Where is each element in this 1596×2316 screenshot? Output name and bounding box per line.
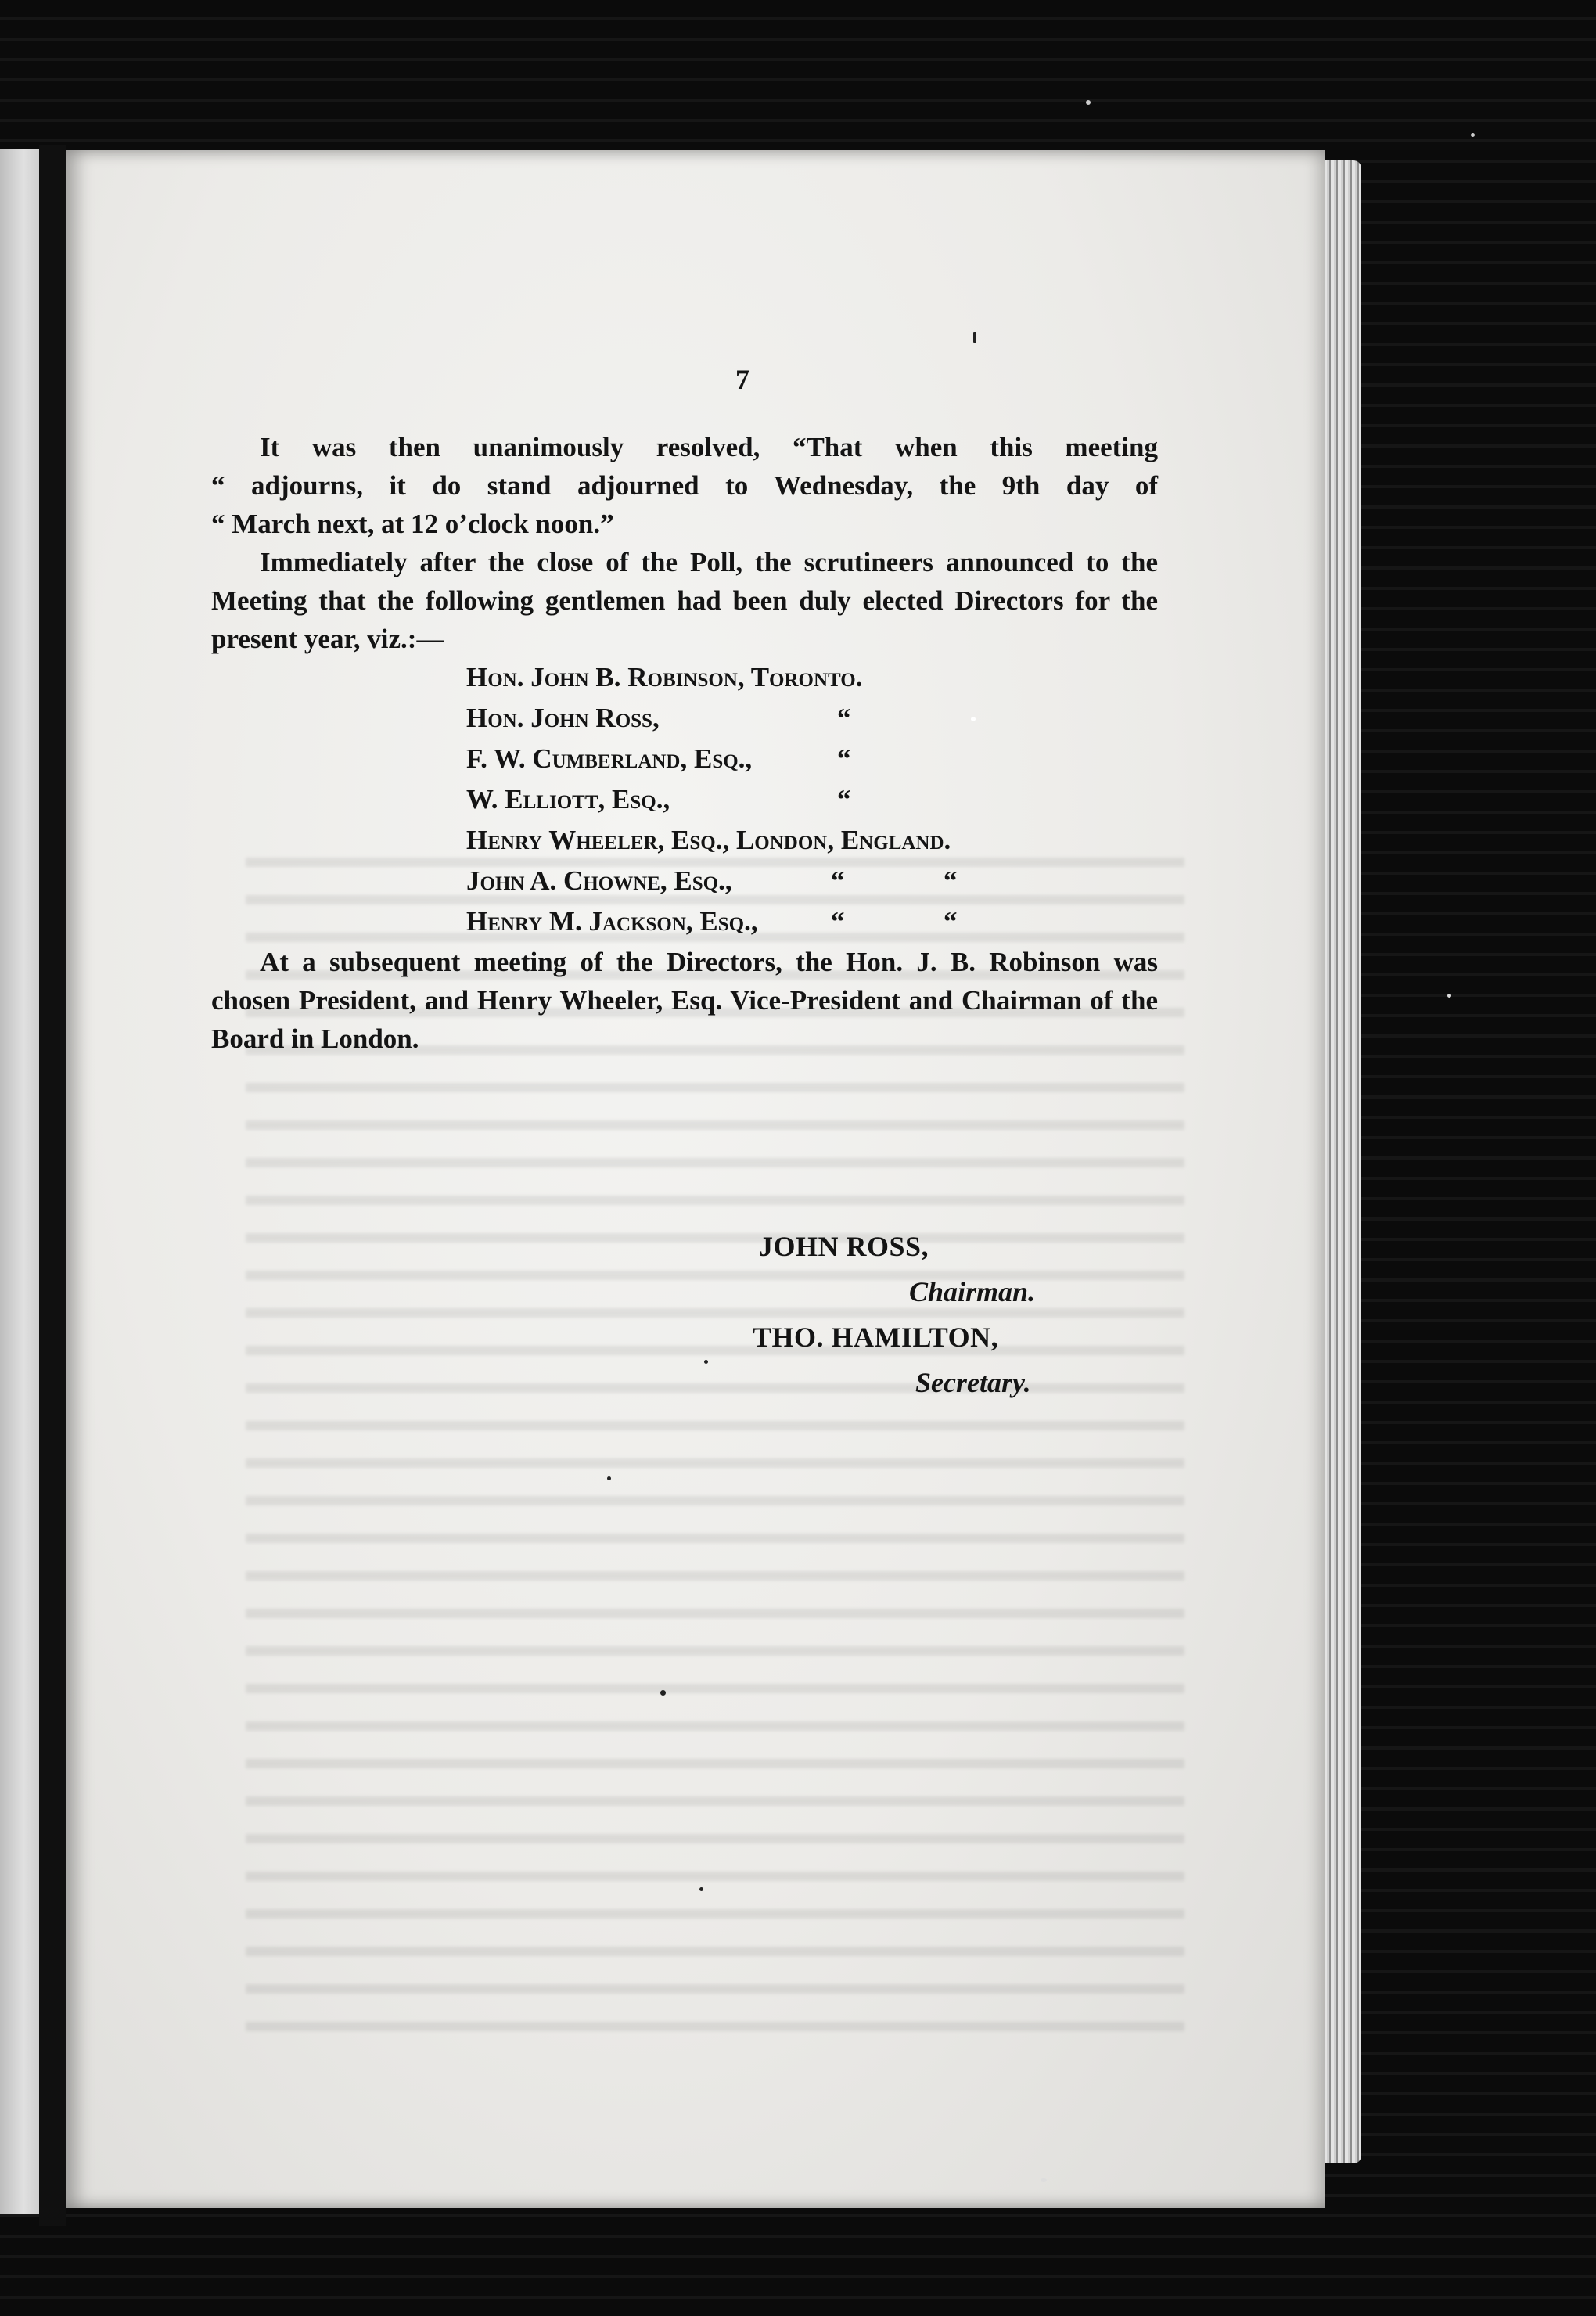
director-row [211, 658, 1158, 699]
director-name: W. Elliott, Esq., [466, 784, 670, 815]
director-name: Henry Wheeler, Esq., London, England. [466, 825, 951, 855]
body-text [211, 428, 1158, 1058]
page-content [66, 150, 1325, 2208]
dust-speck [1086, 100, 1091, 105]
resolution-line-3: “ March next, at 12 o’clock noon.” [211, 509, 614, 539]
dust-speck [971, 717, 976, 721]
director-name: Henry M. Jackson, Esq., [466, 906, 758, 937]
ditto-mark: “ [837, 743, 851, 774]
page-number: 7 [735, 364, 749, 395]
director-row [211, 861, 1158, 902]
director-row [211, 821, 1158, 861]
ditto-mark: “ [837, 784, 851, 815]
dust-speck [607, 1476, 611, 1480]
director-row [211, 699, 1158, 739]
book-gutter [39, 145, 66, 2226]
ditto-mark: “ [831, 906, 845, 937]
ditto-mark: “ [944, 865, 958, 896]
dust-speck [973, 332, 976, 343]
director-name: F. W. Cumberland, Esq., [466, 743, 753, 774]
director-row [211, 739, 1158, 780]
dust-speck [1041, 2178, 1047, 2182]
director-row [211, 902, 1158, 943]
director-name: Hon. John Ross, [466, 703, 660, 733]
signature-secretary-title: Secretary. [915, 1367, 1031, 1398]
left-page-edge [0, 149, 39, 2214]
dust-speck [1471, 133, 1475, 137]
dust-speck [1447, 994, 1451, 998]
ditto-mark: “ [837, 703, 851, 733]
resolution-line-2: “ adjourns, it do stand adjourned to Wednesday, the 9th day of [211, 470, 1158, 501]
signature-chairman-title: Chairman. [909, 1276, 1036, 1307]
ditto-mark: “ [831, 865, 845, 896]
poll-paragraph: Immediately after the close of the Poll, the scrutineers announced to the Meeting that the following gentlemen had been duly elected Directors for the present year, viz.:— [211, 547, 1158, 654]
dust-speck [699, 1887, 703, 1891]
director-name: Hon. John B. Robinson, Toronto. [466, 662, 863, 692]
signature-chairman-name: JOHN ROSS, [759, 1231, 929, 1262]
dust-speck [704, 1360, 708, 1364]
signature-secretary-name: THO. HAMILTON, [753, 1322, 999, 1353]
resolution-line-1: It was then unanimously resolved, “That when this meeting [260, 432, 1158, 462]
book-page [66, 150, 1325, 2208]
directors-list [211, 658, 1158, 943]
dust-speck [660, 1690, 666, 1696]
ditto-mark: “ [944, 906, 958, 937]
director-name: John A. Chowne, Esq., [466, 865, 732, 896]
director-row [211, 780, 1158, 821]
president-paragraph: At a subsequent meeting of the Directors, the Hon. J. B. Robinson was chosen President, and Henry Wheeler, Esq. Vice-President and Chairman of the Board in London. [211, 947, 1158, 1054]
